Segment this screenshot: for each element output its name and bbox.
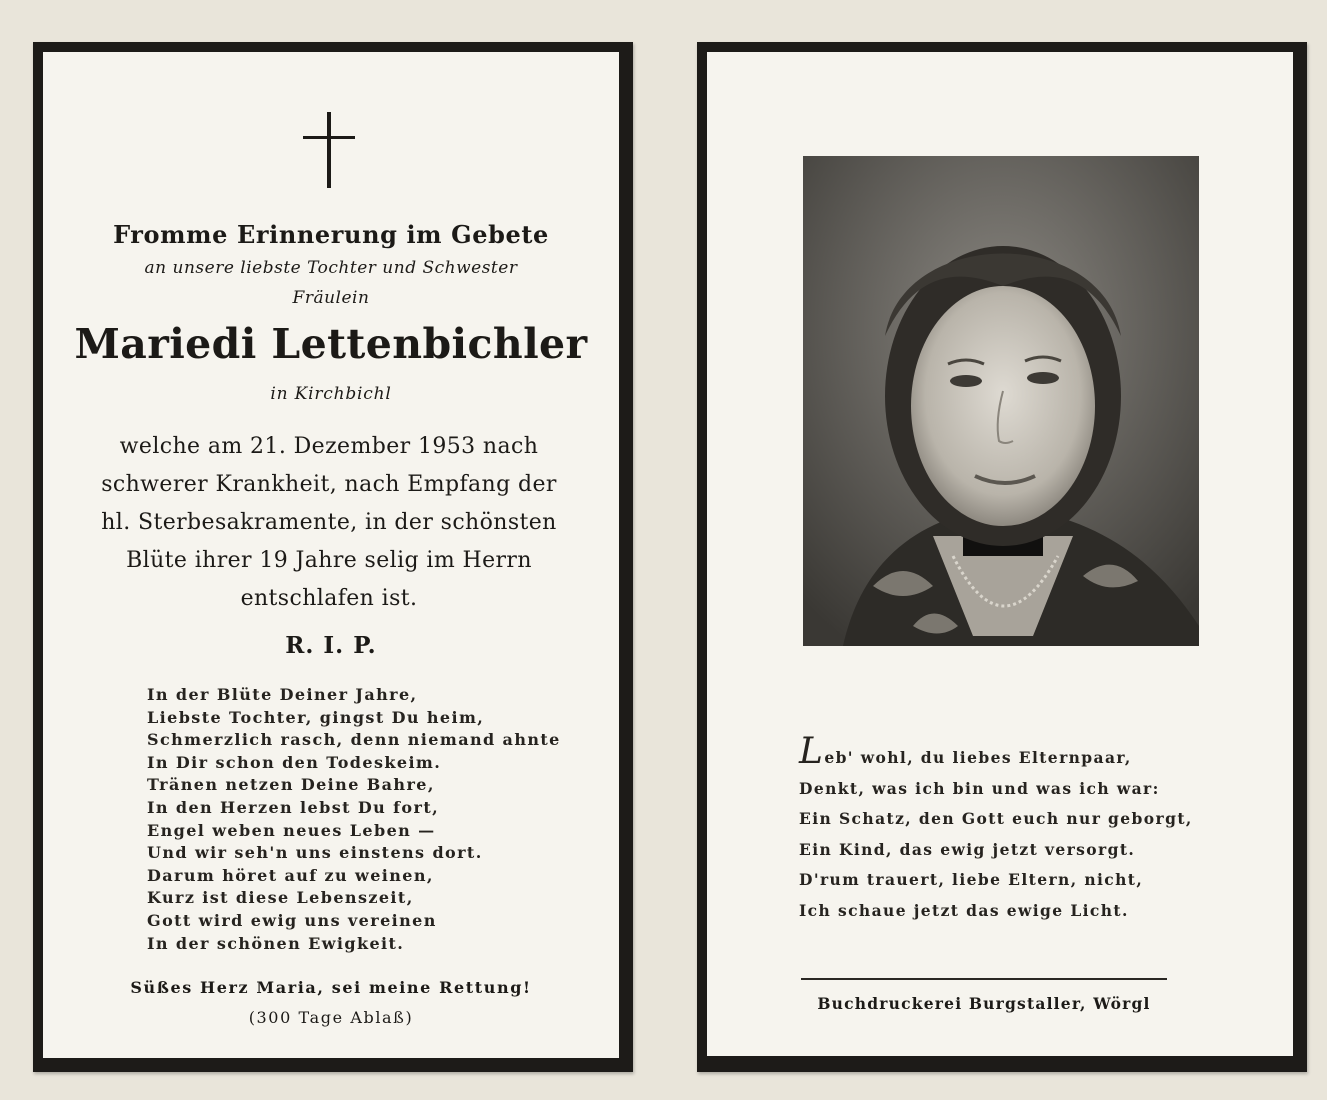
verse-line [799,731,1219,774]
memorial-card-photo-panel [697,42,1307,1072]
farewell-verse [799,731,1219,926]
printer-imprint: Buchdruckerei Burgstaller, Wörgl [817,994,1151,1013]
verse-line: Ein Kind, das ewig jetzt versorgt. [799,839,1136,859]
poem-line: In den Herzen lebst Du fort, [147,797,440,817]
death-notice-line: schwerer Krankheit, nach Empfang der [101,472,557,497]
poem-line: Kurz ist diese Lebenszeit, [147,888,414,908]
divider-rule [801,978,1167,980]
verse-first-line-rest: eb' wohl, du liebes Elternpaar, [824,748,1132,767]
memorial-poem [147,684,577,955]
portrait-photo [803,156,1199,646]
title-line: Fräulein [292,288,370,308]
poem-line: Darum höret auf zu weinen, [147,865,434,885]
verse-line: Denkt, was ich bin und was ich war: [799,778,1160,798]
poem-line: Engel weben neues Leben — [147,820,436,840]
poem-line: Gott wird ewig uns vereinen [147,910,437,930]
poem-line: Und wir seh'n uns einstens dort. [147,843,483,863]
death-notice-text [69,428,589,618]
rip-line: R. I. P. [285,632,377,659]
dedication-line: an unsere liebste Tochter und Schwester [144,258,518,278]
verse-line: D'rum trauert, liebe Eltern, nicht, [799,870,1144,889]
indulgence-line: (300 Tage Ablaß) [248,1008,414,1027]
poem-line: In Dir schon den Todeskeim. [147,752,442,772]
death-notice-line: welche am 21. Dezember 1953 nach [119,434,539,459]
verse-line: Ein Schatz, den Gott euch nur geborgt, [799,809,1193,828]
death-notice-line: hl. Sterbesakramente, in der schönsten [101,510,557,535]
poem-line: In der schönen Ewigkeit. [147,933,405,953]
poem-line: Schmerzlich rasch, denn niemand ahnte [147,730,561,750]
card-heading: Fromme Erinnerung im Gebete [113,220,549,249]
deceased-name: Mariedi Lettenbichler [74,320,588,368]
death-notice-line: entschlafen ist. [240,586,418,611]
death-notice-line: Blüte ihrer 19 Jahre selig im Herrn [126,548,532,573]
prayer-line: Süßes Herz Maria, sei meine Rettung! [130,978,532,997]
place-line: in Kirchbichl [270,384,392,404]
poem-line: In der Blüte Deiner Jahre, [147,685,418,704]
memorial-card-text-panel [33,42,633,1072]
verse-dropcap: L [799,731,825,772]
verse-line: Ich schaue jetzt das ewige Licht. [799,900,1129,920]
poem-line: Tränen netzen Deine Bahre, [147,775,435,795]
poem-line: Liebste Tochter, gingst Du heim, [147,707,485,727]
cross-icon [303,112,355,188]
